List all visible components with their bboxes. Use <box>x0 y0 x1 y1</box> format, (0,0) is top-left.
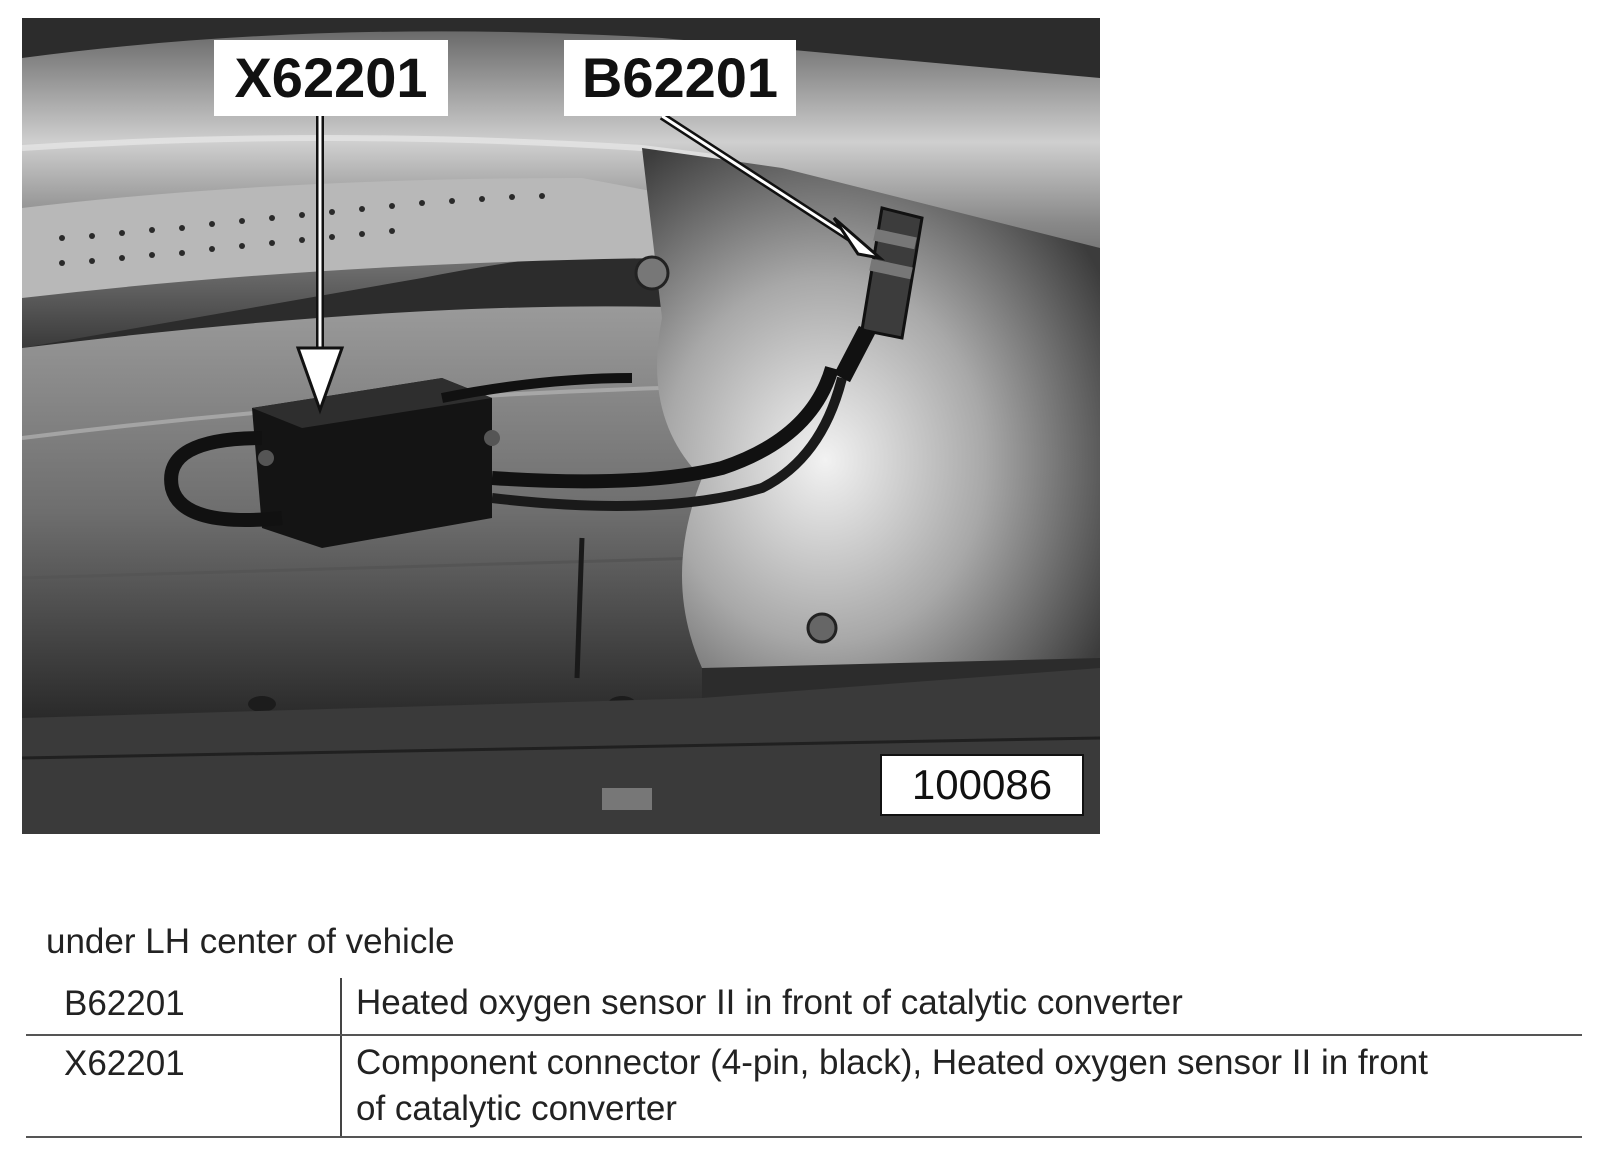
legend-table <box>26 978 1582 1138</box>
legend-row <box>26 978 1582 1036</box>
legend-row <box>26 1036 1582 1138</box>
legend-description: Heated oxygen sensor II in front of catalytic converter <box>356 983 1183 1022</box>
component-location-photo <box>22 18 1100 834</box>
legend-code: X62201 <box>64 1044 185 1083</box>
location-caption: under LH center of vehicle <box>46 922 455 961</box>
legend-description: Component connector (4-pin, black), Heated oxygen sensor II in front of catalytic converter <box>356 1043 1428 1128</box>
callout-label-connector: X62201 <box>214 40 448 116</box>
figure-number-label: 100086 <box>880 754 1084 816</box>
legend-code: B62201 <box>64 984 185 1023</box>
callout-label-sensor: B62201 <box>564 40 796 116</box>
